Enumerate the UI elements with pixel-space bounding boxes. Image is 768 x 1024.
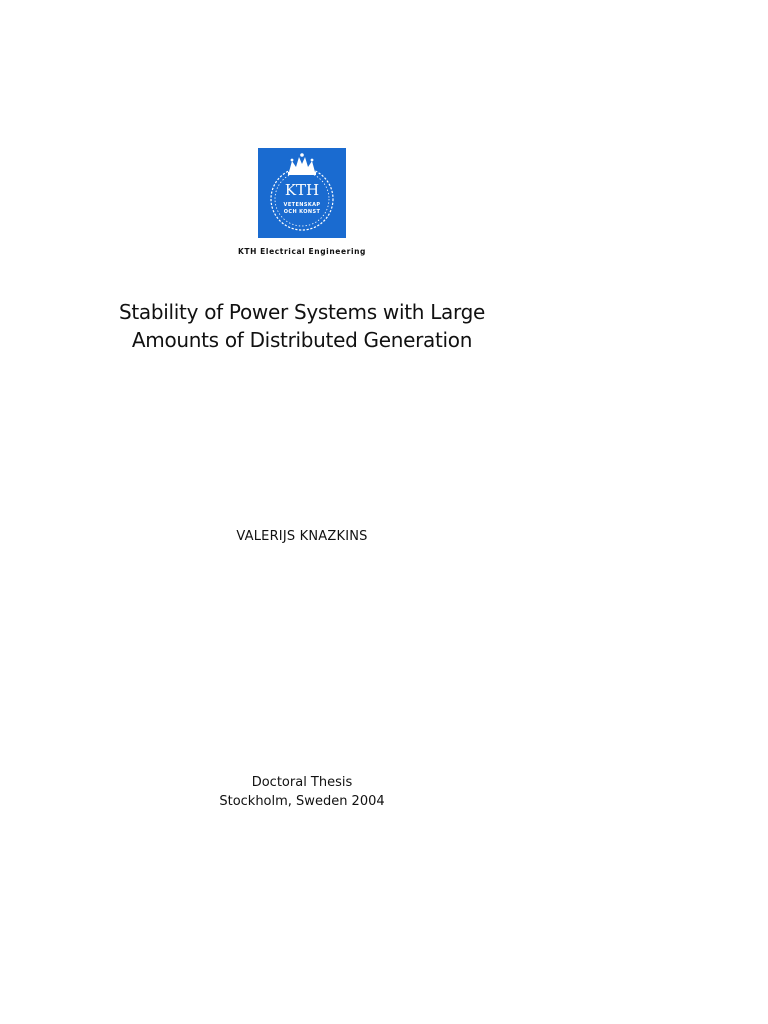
title-line-1: Stability of Power Systems with Large [119,300,485,324]
logo-motto-line-1: VETENSKAP [283,202,321,208]
thesis-type: Doctoral Thesis [251,775,353,790]
kth-logo [258,148,346,238]
document-title [90,298,514,354]
department-label: KTH Electrical Engineering [237,247,367,256]
title-line-2: Amounts of Distributed Generation [131,328,473,352]
thesis-info [150,773,454,811]
logo-motto-line-2: OCH KONST [283,209,321,215]
kth-crest-icon [258,148,346,238]
thesis-place-year: Stockholm, Sweden 2004 [219,794,385,809]
author-name: VALERIJS KNAZKINS [236,529,368,544]
logo-letters: KTH [284,181,320,199]
